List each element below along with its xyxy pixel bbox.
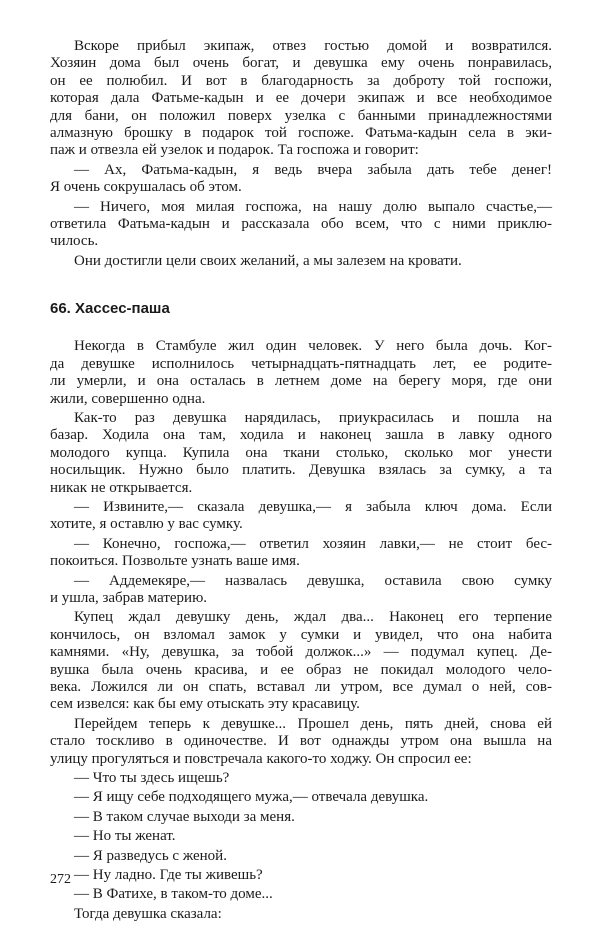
paragraph — [50, 410, 552, 497]
text-line: Как-то раз девушка нарядилась, приукрасилась и пошла на — [74, 409, 552, 426]
page-number: 272 — [50, 872, 71, 887]
text-line: улицу прогуляться и повстречала какого-то ходжу. Он спросил ее: — [50, 750, 472, 767]
text-line: чилось. — [50, 233, 99, 250]
text-line: никак не открывается. — [50, 479, 193, 496]
text-line: покоиться. Позвольте узнать ваше имя. — [50, 553, 300, 570]
text-line: которая дала Фатьме-кадын и ее дочери экипаж и все необходимое — [50, 90, 552, 107]
text-line: Вскоре прибыл экипаж, отвез гостью домой и возвратился. — [74, 38, 552, 54]
text-line: века. Ложился ли он спать, вставал ли утром, все думал о ней, сов- — [50, 679, 552, 695]
text-line: алмазную брошку в подарок той госпоже. Фатьма-кадын села в эки- — [50, 125, 552, 142]
paragraph — [50, 162, 552, 197]
text-line: Купец ждал девушку день, ждал два... Наконец его терпение — [74, 609, 552, 626]
text-line: Тогда девушка сказала: — [74, 905, 222, 922]
text-line: стало тоскливо в одиночестве. И вот однажды утром она вышла на — [50, 733, 552, 750]
paragraph — [50, 536, 552, 571]
paragraph — [50, 886, 552, 903]
paragraph — [50, 789, 552, 806]
paragraph — [50, 867, 552, 884]
text-line: — Но ты женат. — [74, 828, 176, 845]
text-line: Они достигли цели своих желаний, а мы залезем на кровати. — [74, 252, 462, 269]
text-line: носильщик. Нужно было платить. Девушка взялась за сумку, а та — [50, 462, 552, 479]
text-line: и ушла, забрав материю. — [50, 589, 208, 606]
text-line: — Что ты здесь ищешь? — [74, 770, 230, 787]
paragraph — [50, 716, 552, 768]
paragraph — [50, 338, 552, 408]
text-line: хотите, я оставлю у вас сумку. — [50, 516, 243, 533]
text-line: базар. Ходила она там, ходила и наконец зашла в лавку одного — [50, 427, 552, 444]
story-ending-section — [50, 38, 552, 270]
paragraph — [50, 499, 552, 534]
text-line: — Ну ладно. Где ты живешь? — [74, 867, 263, 884]
text-line: камнями. «Ну, девушка, за тобой должок...» — подумал купец. Де- — [50, 644, 552, 661]
paragraph — [50, 573, 552, 608]
text-line: он ее полюбил. И вот в благодарность за доброту той госпожи, — [50, 72, 552, 89]
text-line: Перейдем теперь к девушке... Прошел день, пять дней, снова ей — [74, 715, 552, 732]
paragraph — [50, 199, 552, 251]
story-section — [50, 338, 552, 923]
text-line: — Извините,— сказала девушка,— я забыла ключ дома. Если — [74, 498, 552, 515]
paragraph — [50, 828, 552, 845]
text-line: вушка была очень красива, и ее образ не покидал молодого чело- — [50, 661, 552, 678]
paragraph — [50, 848, 552, 865]
text-line: — Я разведусь с женой. — [74, 847, 227, 864]
text-line: ли умерли, и она осталась в летнем доме на берегу моря, где они — [50, 373, 552, 390]
text-line: да девушке исполнилось четырнадцать-пятнадцать лет, ее родите- — [50, 355, 552, 372]
paragraph — [50, 609, 552, 713]
text-line: жили, совершенно одна. — [50, 390, 206, 407]
text-line: для бани, он положил поверх узелка с банными принадлежностями — [50, 107, 552, 124]
text-line: — Я ищу себе подходящего мужа,— отвечала девушка. — [74, 789, 429, 806]
paragraph — [50, 906, 552, 923]
page-body — [50, 38, 552, 925]
text-line: ответила Фатьма-кадын и рассказала обо всем, что с ними приклю- — [50, 216, 552, 233]
paragraph — [50, 770, 552, 787]
text-line: — В таком случае выходи за меня. — [74, 808, 295, 825]
text-line: — Ничего, моя милая госпожа, на нашу долю выпало счастье,— — [74, 198, 552, 215]
paragraph — [50, 809, 552, 826]
paragraph — [50, 253, 552, 270]
text-line: — В Фатихе, в таком-то доме... — [74, 886, 273, 903]
chapter-heading: 66. Хассес-паша — [50, 300, 170, 318]
text-line: паж и отвезла ей узелок и подарок. Та госпожа и говорит: — [50, 142, 419, 159]
text-line: — Ах, Фатьма-кадын, я ведь вчера забыла дать тебе денег! — [74, 161, 552, 178]
text-line: — Конечно, госпожа,— ответил хозяин лавки,— не стоит бес- — [74, 535, 552, 552]
text-line: Я очень сокрушалась об этом. — [50, 179, 242, 196]
paragraph — [50, 38, 552, 160]
text-line: Хозяин дома был очень богат, и девушка ему очень понравилась, — [50, 55, 552, 72]
text-line: Некогда в Стамбуле жил один человек. У него была дочь. Ког- — [74, 338, 552, 355]
text-line: сем извелся: как бы ему отыскать эту красавицу. — [50, 696, 360, 713]
text-line: кончилось, он взломал замок у сумки и увидел, что она набита — [50, 626, 552, 643]
text-line: молодого купца. Купила она ткани столько, сколько мог унести — [50, 444, 552, 461]
text-line: — Аддемекяре,— назвалась девушка, оставила свою сумку — [74, 572, 552, 589]
